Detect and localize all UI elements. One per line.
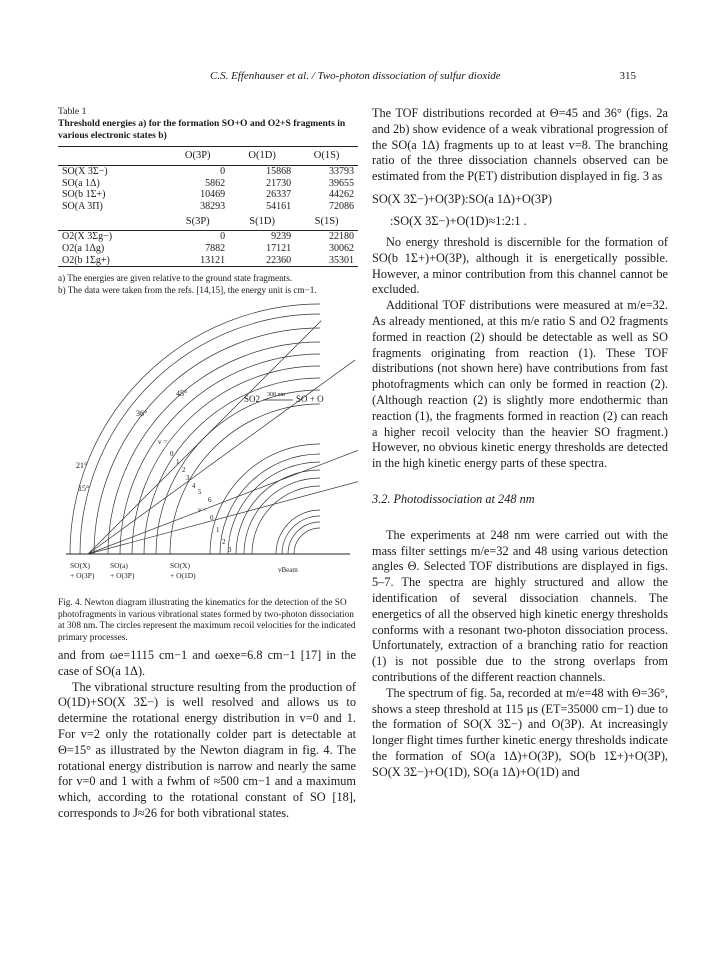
table-header-cell — [58, 147, 166, 166]
v-label: 5 — [198, 488, 202, 496]
table-cell: 10469 — [200, 189, 226, 201]
table-cell: 0 — [220, 231, 226, 243]
table-header-cell — [58, 212, 166, 231]
angle-label: 15° — [78, 484, 90, 493]
page-number: 315 — [619, 70, 636, 82]
table-row-label: SO(a 1Δ) — [62, 177, 100, 189]
recoil-circle — [210, 444, 320, 554]
bottom-label-so-x-2: SO(X) — [170, 561, 190, 570]
v-label: 0 — [170, 450, 174, 458]
running-title: C.S. Effenhauser et al. / Two-photon dissociation of sulfur dioxide — [210, 70, 501, 82]
table-cell: 54161 — [266, 200, 292, 212]
v-label: v = — [198, 506, 208, 514]
bottom-label-so-a: SO(a) — [110, 561, 128, 570]
table-row-label: SO(b 1Σ+) — [62, 189, 106, 201]
branching-equation-line-2: :SO(X 3Σ−)+O(1D)≈1:2:1 . — [390, 213, 527, 228]
v-label: 2 — [182, 466, 186, 474]
right-paragraph-5: The spectrum of fig. 5a, recorded at m/e=48 with Θ=36°, shows a steep threshold at 115 μs (ET=35000 cm−1) due to the formation of SO(X 3Σ−) and O(3P). At increasingly longer flight times further kinetic energy thresholds indicate the formation of SO(a 1Δ)+O(3P), SO(b 1Σ+)+O(3P), SO(X 3Σ−)+O(1D), SO(a 1Δ)+O(1D) and — [372, 685, 668, 779]
left-paragraph-2: The vibrational structure resulting from the production of O(1D)+SO(X 3Σ−) is well resolved and allows us to determine the rotational energy distribution in v=0 and 1. For v=2 only the rotationally colder part is detectable at Θ=15° as illustrated by the Newton diagram in fig. 4. The rotational energy distribution is narrow and nearly the same for v=0 and 1 with a fwhm of ≈500 cm−1 and a maximum which, according to the rotational constant of SO [18], corresponds to J≈26 for both vibrational states. — [58, 679, 356, 820]
table-cell: 0 — [220, 166, 226, 177]
recoil-circle — [220, 454, 320, 554]
table-row — [58, 166, 358, 178]
right-paragraph-1: The TOF distributions recorded at Θ=45 and 36° (figs. 2a and 2b) show evidence of a weak vibrational progression of the SO(a 1Δ) fragments up to at least v=8. The branching ratio of the three dissociation channels observed can be estimated from the P(ET) distribution displayed in fig. 3 as — [372, 106, 668, 184]
v-label: 3 — [228, 546, 232, 554]
bottom-label-o1d: + O(1D) — [170, 571, 196, 580]
table-cell: 38293 — [200, 200, 226, 212]
table-cell: 72086 — [329, 200, 354, 212]
table-cell: 22180 — [329, 231, 354, 243]
v-label: v = — [158, 438, 168, 446]
table-header-cell: O(3P) — [166, 147, 229, 166]
reaction-products: SO + O — [296, 394, 324, 404]
right-column — [372, 106, 668, 780]
beam-label: vBeam — [278, 566, 298, 574]
recoil-circle — [252, 486, 320, 554]
table-row-label: O2(a 1Δg) — [62, 242, 105, 254]
right-paragraph-4: The experiments at 248 nm were carried out with the mass filter settings m/e=32 and 48 using various detection angles Θ. Selected TOF distributions are displayed in figs. 5–7. The spectra are highly structured and allow the identification of several dissociation channels. The energetics of all the observed high kinetic energy thresholds conforms with a resonant two-photon dissociation process. Unfortunately, extraction of a branching ratio for reaction (1) is not possible due to the strong overlaps from contributions of the different reaction channels. — [372, 527, 668, 684]
newton-diagram-svg — [58, 296, 358, 590]
table-cell: 33793 — [329, 166, 354, 177]
running-header — [0, 70, 720, 90]
v-label: 4 — [192, 482, 196, 490]
reaction-wavelength: 308 nm — [267, 392, 286, 398]
bottom-label-o3p-2: + O(3P) — [110, 571, 135, 580]
table-cell: 22360 — [229, 255, 295, 267]
bottom-label-o3p: + O(3P) — [70, 571, 95, 580]
right-paragraph-3: Additional TOF distributions were measured at m/e=32. As already mentioned, at this m/e ratio S and O2 fragments formed in reaction (2) should be detectable as well as SO fragments originating from reaction (1). These TOF distributions (not shown here) have contributions from fast photofragments which can only be formed in reaction (2). (Although reaction (2) is slightly more endothermic than reaction (1), the fragments formed in reaction (2) can reach a higher recoil velocity than the heavier SO fragment.) However, no obvious kinetic energy thresholds are detected in the high kinetic energy parts of these spectra. — [372, 298, 668, 471]
branching-equation-line-1: SO(X 3Σ−)+O(3P):SO(a 1Δ)+O(3P) — [372, 191, 553, 206]
table-cell: 26337 — [266, 189, 292, 201]
table-block — [58, 106, 358, 296]
v-label: 3 — [186, 474, 190, 482]
table-cell: 17121 — [266, 242, 292, 254]
table-footnote-b: b) The data were taken from the refs. [14,15], the energy unit is cm−1. — [58, 284, 317, 295]
table-row — [58, 231, 358, 243]
recoil-circle — [228, 462, 320, 554]
recoil-circle — [80, 314, 320, 554]
detection-angle-line — [88, 436, 358, 554]
table-cell: 39655 — [329, 177, 354, 189]
table-cell: 21730 — [266, 177, 292, 189]
table-footnote-a: a) The energies are given relative to the ground state fragments. — [58, 273, 293, 284]
v-label: 1 — [176, 458, 180, 466]
table-cell: 30062 — [329, 242, 354, 254]
table-cell: 5862 — [205, 177, 226, 189]
v-label: 1 — [216, 526, 220, 534]
recoil-circle — [282, 516, 320, 554]
table-cell: 35301 — [295, 255, 358, 267]
v-label: 0 — [210, 514, 214, 522]
table-row-label: O2(X 3Σg−) — [62, 231, 113, 243]
table-row-label: O2(b 1Σg+) — [58, 255, 166, 267]
table-row — [58, 178, 358, 190]
table-header-row — [58, 147, 358, 166]
detection-angle-line — [88, 360, 355, 554]
recoil-circle — [120, 354, 320, 554]
table-cell: 9239 — [271, 231, 292, 243]
left-body-text — [58, 648, 356, 822]
table-header-cell: S(3P) — [166, 212, 229, 231]
table-cell: 13121 — [166, 255, 229, 267]
table-row-label: SO(X 3Σ−) — [62, 166, 108, 177]
v-label: 2 — [222, 538, 226, 546]
table-header-row — [58, 212, 358, 231]
table-row — [58, 189, 358, 201]
table-row — [58, 201, 358, 213]
bottom-label-so-x: SO(X) — [70, 561, 90, 570]
table-header-cell: S(1D) — [229, 212, 295, 231]
table-row — [58, 255, 358, 267]
table-row — [58, 243, 358, 255]
table-label: Table 1 — [58, 106, 87, 117]
table-cell: 7882 — [205, 242, 226, 254]
table-header-cell: O(1S) — [295, 147, 358, 166]
table-cell: 44262 — [329, 189, 354, 201]
table-header-cell: S(1S) — [295, 212, 358, 231]
angle-label: 21° — [76, 461, 88, 470]
angle-label: 45° — [176, 389, 188, 398]
recoil-circle — [288, 522, 320, 554]
reaction-reactant: SO2 — [244, 394, 261, 404]
table-header-cell: O(1D) — [229, 147, 295, 166]
newton-diagram — [58, 296, 358, 590]
table-row-label: SO(A 3Π) — [62, 200, 103, 212]
v-label: 6 — [208, 496, 212, 504]
angle-label: 36° — [136, 409, 148, 418]
section-heading: 3.2. Photodissociation at 248 nm — [372, 491, 535, 506]
figure-caption: Fig. 4. Newton diagram illustrating the kinematics for the detection of the SO photofragments in various vibrational states formed by two-photon dissociation at 308 nm. The circles represent the maximum recoil velocities for the indicated primary processes. — [58, 598, 356, 643]
threshold-table — [58, 146, 358, 267]
detection-angle-line — [88, 321, 321, 554]
left-paragraph-1: and from ωe=1115 cm−1 and ωexe=6.8 cm−1 [17] in the case of SO(a 1Δ). — [58, 648, 356, 678]
recoil-circle — [94, 328, 320, 554]
recoil-circle — [294, 528, 320, 554]
recoil-circle — [70, 304, 320, 554]
right-paragraph-2: No energy threshold is discernible for the formation of SO(b 1Σ+)+O(3P), although it is energetically possible. However, a minor contribution from this channel cannot be excluded. — [372, 234, 668, 297]
table-cell: 15868 — [266, 166, 292, 177]
table-caption: Threshold energies a) for the formation SO+O and O2+S fragments in various electronic states b) — [58, 118, 346, 141]
